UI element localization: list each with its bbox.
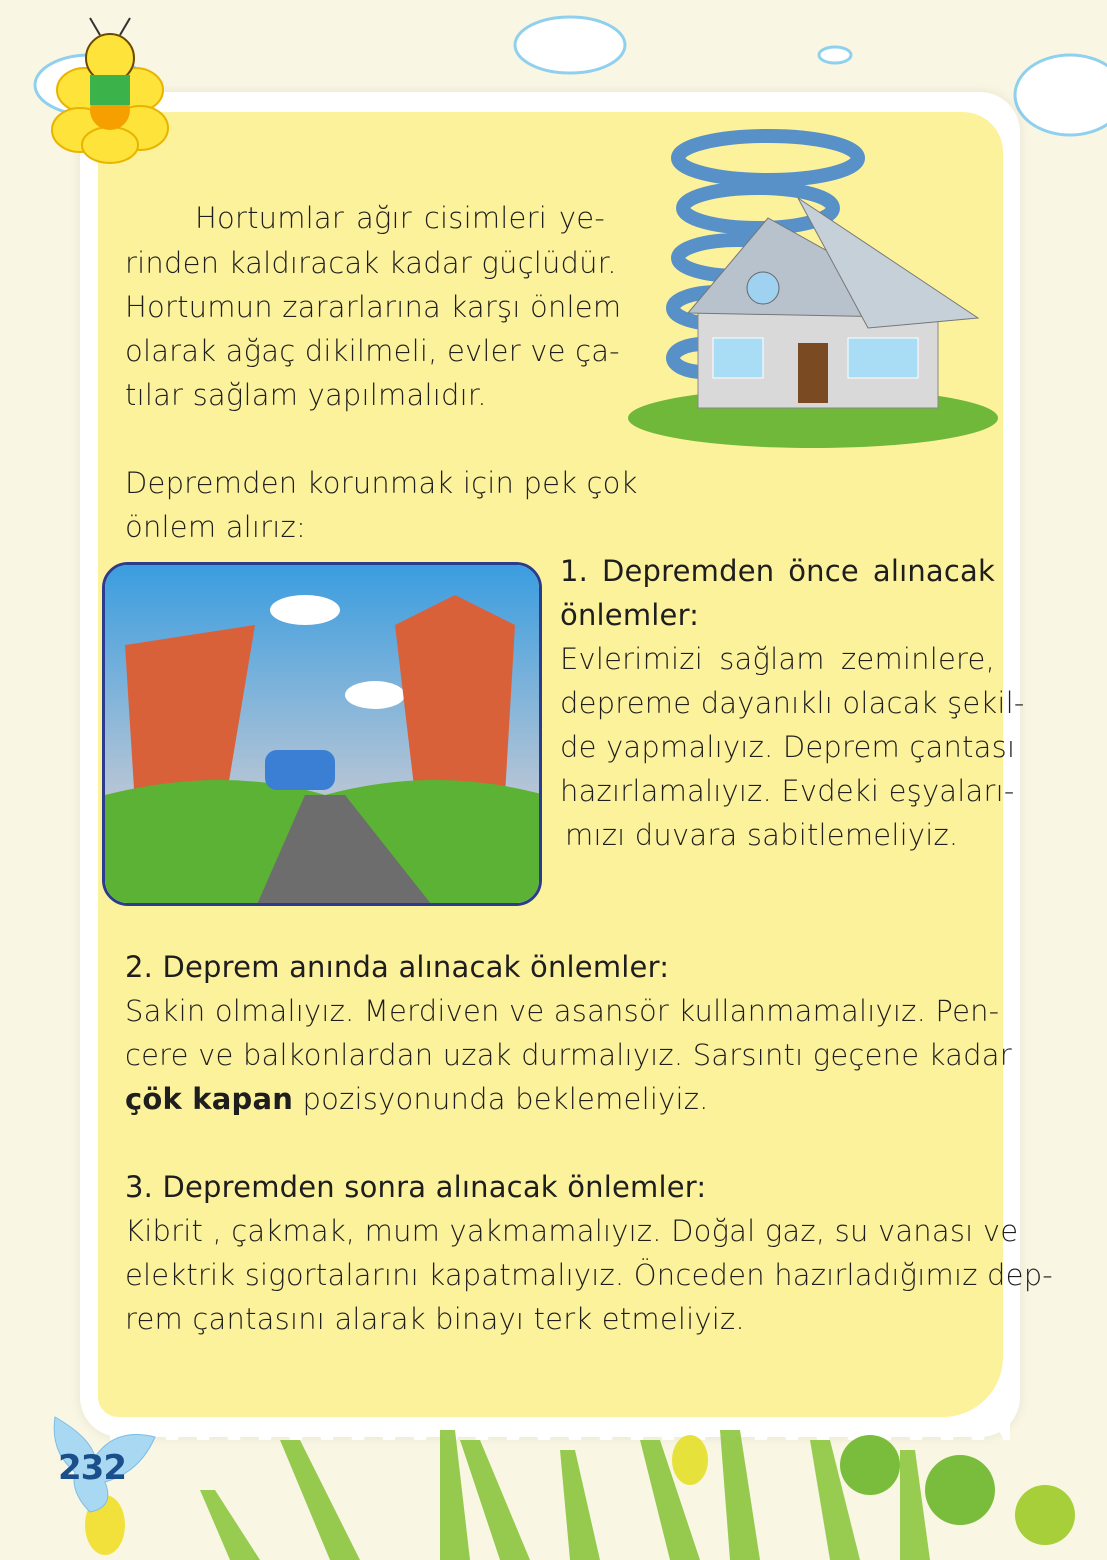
grass-decoration: [0, 1430, 1107, 1560]
section-heading: 3. Depremden sonra alınacak önlemler:: [125, 1170, 707, 1204]
text-line: Evlerimizi sağlam zeminlere,: [560, 642, 995, 676]
text-line: olarak ağaç dikilmeli, evler ve ça-: [125, 334, 620, 368]
bold-term: çök kapan: [125, 1082, 294, 1116]
text-line: Hortumlar ağır cisimleri ye-: [195, 201, 605, 235]
page-number: 232: [58, 1448, 126, 1488]
section-heading: 1. Depremden önce alınacak: [560, 554, 995, 588]
text-line: [125, 1077, 709, 1121]
earthquake-illustration: [102, 562, 542, 906]
bee-reading-icon: [40, 10, 170, 165]
text-span: pozisyonunda beklemeliyiz.: [293, 1082, 709, 1116]
text-line: Hortumun zararlarına karşı önlem: [125, 290, 622, 324]
text-line: mızı duvara sabitlemeliyiz.: [565, 818, 959, 852]
text-line: rinden kaldıracak kadar güçlüdür.: [125, 246, 617, 280]
text-line: hazırlamalıyız. Evdeki eşyaları-: [560, 774, 1015, 808]
text-line: Kibrit , çakmak, mum yakmamalıyız. Doğal gaz, su vanası ve: [125, 1214, 1019, 1248]
text-line: depreme dayanıklı olacak şekil-: [560, 686, 1025, 720]
text-line: de yapmalıyız. Deprem çantası: [560, 730, 1016, 764]
tornado-house-illustration: [618, 118, 1003, 453]
section-heading: önlemler:: [560, 598, 700, 632]
section-heading: 2. Deprem anında alınacak önlemler:: [125, 950, 670, 984]
text-line: cere ve balkonlardan uzak durmalıyız. Sarsıntı geçene kadar: [125, 1038, 1012, 1072]
text-line: önlem alırız:: [125, 510, 306, 544]
text-line: rem çantasını alarak binayı terk etmeliyiz.: [125, 1302, 745, 1336]
text-line: Sakin olmalıyız. Merdiven ve asansör kullanmamalıyız. Pen-: [125, 994, 1000, 1028]
text-line: elektrik sigortalarını kapatmalıyız. Önceden hazırladığımız dep-: [125, 1258, 1053, 1292]
text-line: tılar sağlam yapılmalıdır.: [125, 378, 487, 412]
text-line: Depremden korunmak için pek çok: [125, 466, 638, 500]
